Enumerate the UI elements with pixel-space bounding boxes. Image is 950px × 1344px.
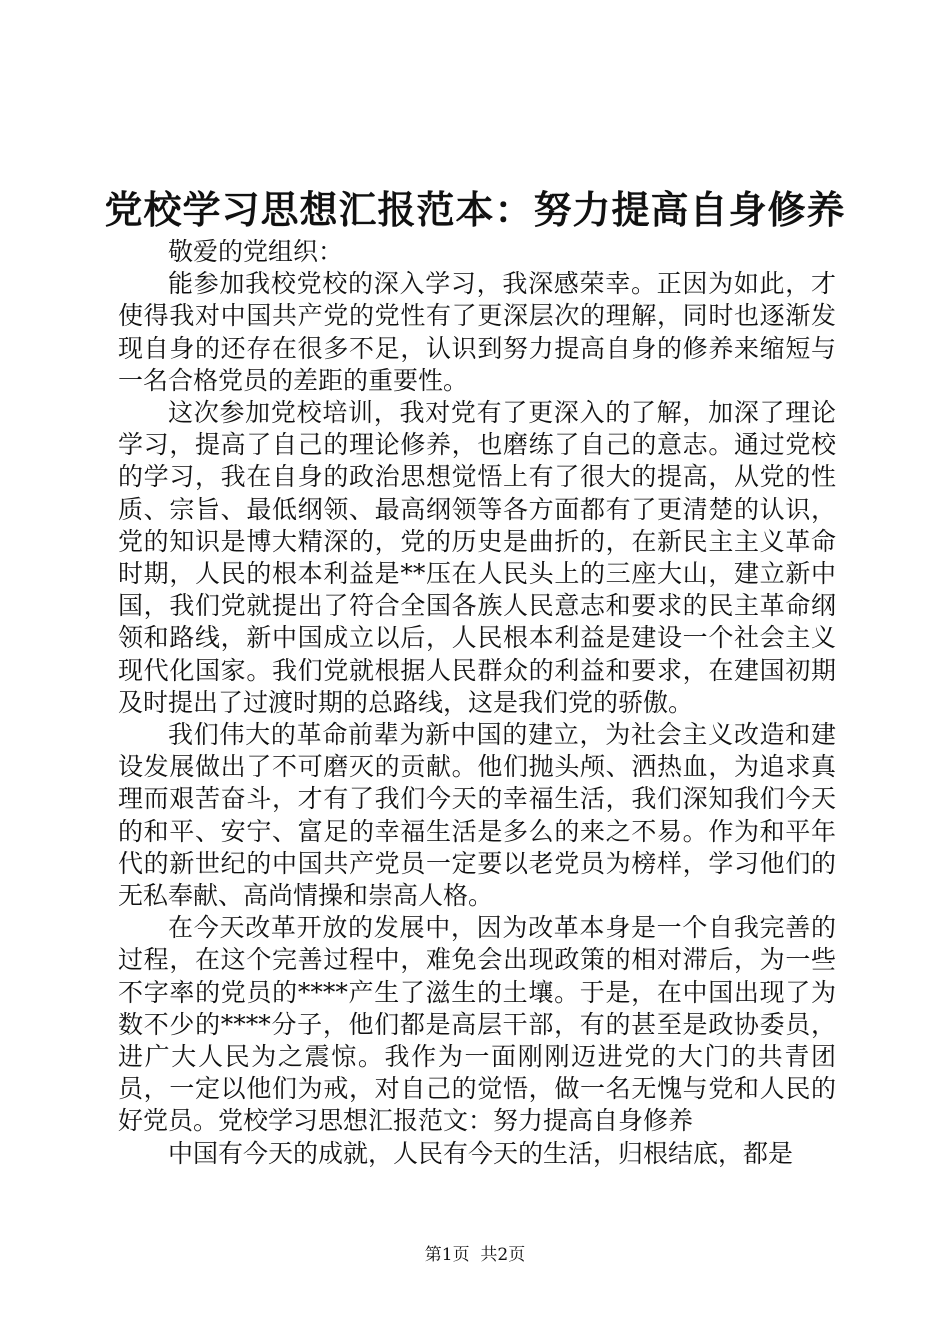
page-number-label: 第1页 共2页 bbox=[424, 1245, 526, 1265]
document-title: 党校学习思想汇报范本：努力提高自身修养 bbox=[104, 187, 846, 232]
paragraph-2: 这次参加党校培训，我对党有了更深入的了解，加深了理论学习，提高了自己的理论修养，也磨练了自己的意志。通过党校的学习，我在自身的政治思想觉悟上有了很大的提高，从党的性质、宗旨、最低纲领、最高纲领等各方面都有了更清楚的认识，党的知识是博大精深的，党的历史是曲折的，在新民主主义革命时期，人民的根本利益是**压在人民头上的三座大山，建立新中国，我们党就提出了符合全国各族人民意志和要求的民主革命纲领和路线，新中国成立以后，人民根本利益是建设一个社会主义现代化国家。我们党就根据人民群众的利益和要求，在建国初期及时提出了过渡时期的总路线，这是我们党的骄傲。 bbox=[118, 398, 836, 717]
page-footer bbox=[0, 1244, 950, 1266]
paragraph-4: 在今天改革开放的发展中，因为改革本身是一个自我完善的过程，在这个完善过程中，难免会出现政策的相对滞后，为一些不字率的党员的****产生了滋生的土壤。于是，在中国出现了为数不少的****分子，他们都是高层干部，有的甚至是政协委员，进广大人民为之震惊。我作为一面刚刚迈进党的大门的共青团员，一定以他们为戒，对自己的觉悟，做一名无愧与党和人民的好党员。党校学习思想汇报范文：努力提高自身修养 bbox=[118, 913, 836, 1136]
salutation: 敬爱的党组织： bbox=[168, 237, 344, 266]
paragraph-5: 中国有今天的成就，人民有今天的生活，归根结底，都是 bbox=[168, 1138, 794, 1168]
document-body bbox=[118, 236, 836, 1170]
paragraph-3: 我们伟大的革命前辈为新中国的建立，为社会主义改造和建设发展做出了不可磨灭的贡献。他们抛头颅、洒热血，为追求真理而艰苦奋斗，才有了我们今天的幸福生活，我们深知我们今天的和平、安宁、富足的幸福生活是多么的来之不易。作为和平年代的新世纪的中国共产党员一定要以老党员为榜样，学习他们的无私奉献、高尚情操和崇高人格。 bbox=[118, 720, 836, 911]
paragraph-1: 能参加我校党校的深入学习，我深感荣幸。正因为如此，才使得我对中国共产党的党性有了更深层次的理解，同时也逐渐发现自身的还存在很多不足，认识到努力提高自身的修养来缩短与一名合格党员的差距的重要性。 bbox=[118, 269, 836, 395]
